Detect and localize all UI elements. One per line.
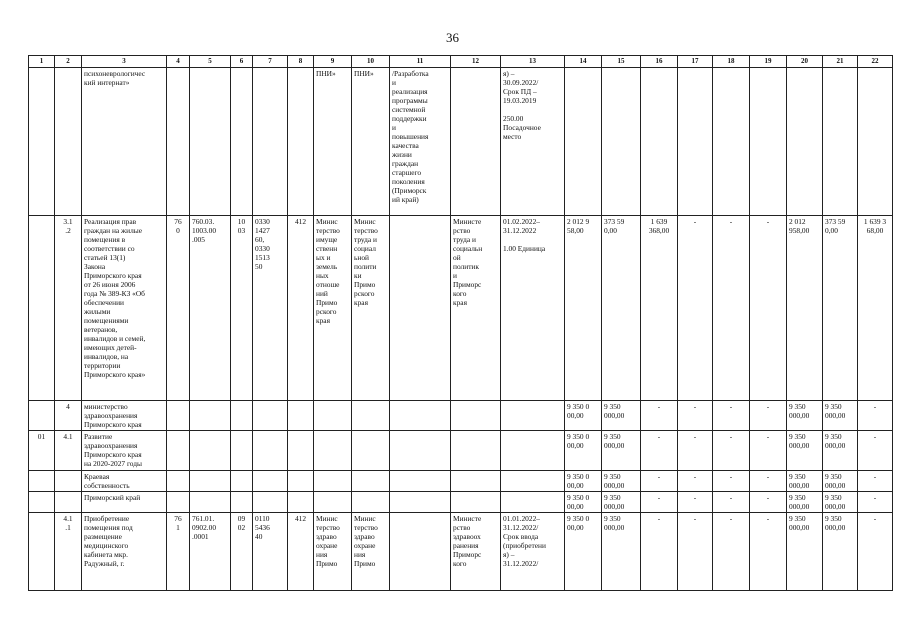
table-cell: 9 350 0 00,00 [565,492,602,513]
table-cell: 760.03. 1003.00 .005 [190,216,231,401]
table-cell: 4.1 [55,431,82,471]
column-header: 11 [390,56,451,68]
table-cell [314,431,352,471]
table-cell [29,492,55,513]
table-cell [167,401,190,431]
table-cell: - [713,401,750,431]
table-cell [231,68,253,216]
table-cell: 4 [55,401,82,431]
column-header: 21 [823,56,858,68]
table-cell: 9 350 0 00,00 [565,471,602,492]
table-cell: - [641,431,678,471]
table-cell: Развитие здравоохранения Приморского края на 2020-2027 годы [82,431,167,471]
table-row [29,492,893,513]
column-header: 17 [678,56,713,68]
table-cell [451,68,501,216]
table-cell: 01.02.2022– 31.12.2022 1.00 Единица [501,216,565,401]
column-header: 6 [231,56,253,68]
table-cell [55,492,82,513]
table-cell [390,216,451,401]
table-cell: - [750,471,787,492]
table-cell: - [713,431,750,471]
table-cell: - [713,216,750,401]
table-cell [451,431,501,471]
table-cell: 76 1 [167,513,190,591]
table-cell [390,492,451,513]
table-cell: - [641,492,678,513]
table-cell [190,492,231,513]
table-cell [231,401,253,431]
table-cell: 9 350 000,00 [602,431,641,471]
table-cell: - [858,513,893,591]
table-cell: 9 350 000,00 [787,431,823,471]
table-cell [352,492,390,513]
table-cell: министерство здравоохранения Приморского края [82,401,167,431]
table-cell: 412 [288,513,314,591]
column-header: 16 [641,56,678,68]
table-cell [501,471,565,492]
table-cell [167,471,190,492]
table-cell: 9 350 0 00,00 [565,513,602,591]
table-cell [190,431,231,471]
table-cell [823,68,858,216]
table-row [29,401,893,431]
table-cell [231,492,253,513]
table-cell [451,471,501,492]
table-cell [787,68,823,216]
table-cell [352,431,390,471]
table-cell: 9 350 000,00 [602,401,641,431]
table-cell [29,513,55,591]
table-cell [190,401,231,431]
table-cell: Минис терство труда и социал ьной полити ки Примо рского края [352,216,390,401]
table-cell: - [641,471,678,492]
table-cell: - [641,401,678,431]
table-cell: Реализация прав граждан на жилые помещения в соответствии со статьей 13(1) Закона Приморского края от 26 июня 2006 года № 389-КЗ «Об обеспечении жилыми помещениями ветеранов, инвалидов и семей, имеющих детей- инвалидов, на территории Приморского края» [82,216,167,401]
table-cell: 01 [29,431,55,471]
table-cell: - [678,431,713,471]
column-header: 15 [602,56,641,68]
table-cell [29,401,55,431]
table-cell [352,401,390,431]
column-header: 22 [858,56,893,68]
table-cell: Приморский край [82,492,167,513]
table-row [29,513,893,591]
table-cell: 10 03 [231,216,253,401]
table-cell: 373 59 0,00 [823,216,858,401]
table-cell: 1 639 3 68,00 [858,216,893,401]
table-cell: - [858,401,893,431]
table-cell [231,431,253,471]
table-cell: 9 350 0 00,00 [565,401,602,431]
table-cell: 1 639 368,00 [641,216,678,401]
table-cell [167,431,190,471]
table-cell [678,68,713,216]
table-cell [288,471,314,492]
table-cell [253,431,288,471]
table-cell [501,431,565,471]
table-cell [390,401,451,431]
table-cell [314,492,352,513]
table-cell: 9 350 000,00 [787,492,823,513]
page-number: 36 [446,30,459,45]
table-cell: Краевая собственность [82,471,167,492]
table-cell: - [678,471,713,492]
table-cell: психоневрологичес кий интернат» [82,68,167,216]
table-header-row [29,56,893,68]
table-cell: 9 350 000,00 [823,401,858,431]
table-cell: 9 350 000,00 [602,513,641,591]
column-header: 5 [190,56,231,68]
table-cell: 4.1 .1 [55,513,82,591]
table-cell: 01.01.2022– 31.12.2022/ Срок ввода (приобретени я) – 31.12.2022/ [501,513,565,591]
table-row [29,431,893,471]
table-cell [55,471,82,492]
table-cell: 9 350 0 00,00 [565,431,602,471]
table-cell [288,68,314,216]
table-cell: - [713,513,750,591]
table-cell: 9 350 000,00 [823,513,858,591]
table-cell [352,471,390,492]
column-header: 13 [501,56,565,68]
table-cell: ПНИ» [352,68,390,216]
table-cell [167,68,190,216]
table-cell: 9 350 000,00 [602,471,641,492]
column-header: 1 [29,56,55,68]
table-cell: - [713,492,750,513]
table-cell: 09 02 [231,513,253,591]
table-cell: - [750,401,787,431]
table-cell [641,68,678,216]
column-header: 7 [253,56,288,68]
table-cell: Министе рство здравоох ранения Приморс кого [451,513,501,591]
table-cell: Приобретение помещения под размещение медицинского кабинета мкр. Радужный, г. [82,513,167,591]
table-cell: - [713,471,750,492]
table-cell [231,471,253,492]
table-cell: 9 350 000,00 [823,492,858,513]
column-header: 10 [352,56,390,68]
table-cell: 0110 5436 40 [253,513,288,591]
table-cell [190,471,231,492]
table-cell [29,471,55,492]
table-cell: 761.01. 0902.00 .0001 [190,513,231,591]
table-cell [55,68,82,216]
table-cell: я) – 30.09.2022/ Срок ПД – 19.03.2019 250.00 Посадочное место [501,68,565,216]
table-cell [288,492,314,513]
table-cell: 76 0 [167,216,190,401]
table-cell: - [750,216,787,401]
table-cell: - [858,471,893,492]
table-cell [29,68,55,216]
table-cell: - [750,492,787,513]
table-cell [288,431,314,471]
table-cell: 3.1 .2 [55,216,82,401]
table-cell: - [678,216,713,401]
table-cell: - [678,513,713,591]
column-header: 4 [167,56,190,68]
column-header: 20 [787,56,823,68]
table-cell [253,401,288,431]
column-header: 19 [750,56,787,68]
table-cell [451,492,501,513]
table-cell: Минис терство здраво охране ния Примо [314,513,352,591]
table-cell: 412 [288,216,314,401]
table-row [29,68,893,216]
table-cell: 9 350 000,00 [602,492,641,513]
table-cell [253,471,288,492]
table-cell [253,492,288,513]
table-row [29,216,893,401]
table-cell: Минис терство имуще ственн ых и земель ных отноше ний Примо рского края [314,216,352,401]
table-cell [390,471,451,492]
table-cell [565,68,602,216]
table-cell: - [641,513,678,591]
table-cell: 9 350 000,00 [823,431,858,471]
table-cell: 9 350 000,00 [787,401,823,431]
table-cell: - [858,431,893,471]
column-header: 12 [451,56,501,68]
column-header: 8 [288,56,314,68]
table-cell [390,513,451,591]
column-header: 9 [314,56,352,68]
table-cell [29,216,55,401]
table-cell [390,431,451,471]
table-cell: 9 350 000,00 [787,513,823,591]
table-cell [451,401,501,431]
column-header: 2 [55,56,82,68]
table-cell: - [750,513,787,591]
table-cell: - [678,492,713,513]
table-cell [190,68,231,216]
table-cell: - [750,431,787,471]
table-row [29,471,893,492]
table-cell [501,401,565,431]
table-cell [501,492,565,513]
table-cell [602,68,641,216]
table-cell: Минис терство здраво охране ния Примо [352,513,390,591]
table-cell [253,68,288,216]
table-cell [288,401,314,431]
table-cell: 9 350 000,00 [823,471,858,492]
table-cell: 0330 1427 60, 0330 1513 50 [253,216,288,401]
column-header: 3 [82,56,167,68]
table-cell [314,471,352,492]
table-cell [167,492,190,513]
table-cell: - [678,401,713,431]
table-cell: ПНИ» [314,68,352,216]
table-cell [858,68,893,216]
table-cell: 373 59 0,00 [602,216,641,401]
column-header: 18 [713,56,750,68]
table-cell: 2 012 9 58,00 [565,216,602,401]
budget-table [28,55,893,591]
table-cell [750,68,787,216]
table-cell: - [858,492,893,513]
table-cell: /Разработка и реализация программы системной поддержки и повышения качества жизни граждан старшего поколения (Приморск ий край) [390,68,451,216]
table-cell [314,401,352,431]
table-cell: 2 012 958,00 [787,216,823,401]
table-cell: Министе рство труда и социальн ой политик и Приморс кого края [451,216,501,401]
column-header: 14 [565,56,602,68]
table-cell: 9 350 000,00 [787,471,823,492]
table-cell [713,68,750,216]
